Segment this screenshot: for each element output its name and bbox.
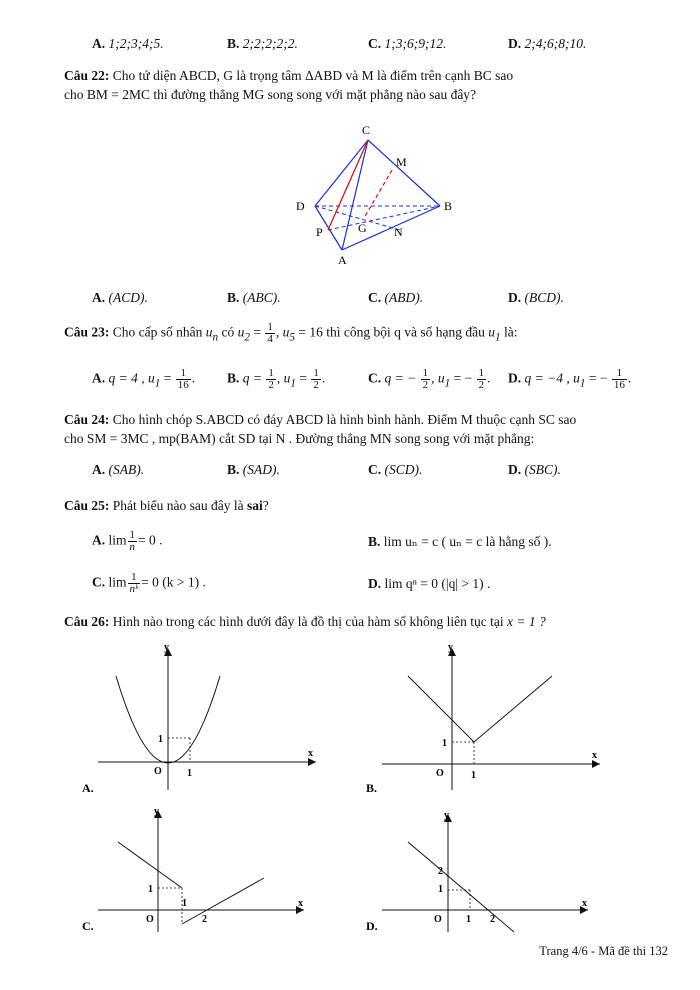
q25-label: Câu 25:: [64, 498, 110, 513]
svg-text:O: O: [436, 768, 444, 779]
svg-text:y: y: [164, 642, 169, 653]
q26-label: Câu 26:: [64, 614, 110, 629]
svg-text:A.: A.: [82, 781, 94, 795]
q23-option-b: B. q = $\frac{1}{2}$ , $u_1$ = $\frac{1}{2}$ .: [227, 367, 326, 391]
svg-text:x: x: [592, 750, 597, 761]
q24-option-a: A. (SAB).: [92, 462, 145, 477]
q24-option-c: C. (SCD).: [368, 462, 423, 477]
svg-text:2: 2: [438, 866, 443, 877]
q24-label: Câu 24:: [64, 412, 110, 427]
label-g: G: [358, 221, 367, 235]
q22-option-d: D. (BCD).: [508, 290, 564, 305]
label-m: M: [396, 155, 407, 169]
q25-option-c: C. lim $\frac{1}{\text{nᵏ}}$ = 0 (k > 1) .: [92, 571, 206, 595]
svg-text:1: 1: [466, 914, 471, 925]
q26-text: Câu 26: Hình nào trong các hình dưới đây là đồ thị của hàm số không liên tục tại x = 1 ?: [64, 614, 546, 629]
label-c: C: [362, 123, 371, 137]
svg-text:2: 2: [202, 914, 207, 925]
q25-option-a: A. lim $\frac{1}{n}$ = 0 .: [92, 529, 163, 553]
line-cp: [328, 140, 368, 230]
edge-cb: [368, 140, 440, 206]
q24-text: Câu 24: Cho hình chóp S.ABCD có đáy ABCD là hình bình hành. Điểm M thuộc cạnh SC sao cho SM = 3MC , mp(BAM) cắt SD tại N . Đường thẳng MN song song với mặt phẳng:: [64, 412, 577, 446]
q23-text: Câu 23: Cho cấp số nhân $u_n$ có $u_2$ = $\frac{1}{4}$ , $u_5 = 16$ thì công bội q và số hạng đầu $u_1$ là:: [64, 321, 518, 345]
q22-option-c: C. (ABD).: [368, 290, 424, 305]
tetrahedron-figure: [290, 118, 470, 268]
q22-line1: Cho tứ diện ABCD, G là trọng tâm ΔABD và M là điểm trên cạnh BC sao: [112, 68, 514, 83]
label-b: B: [444, 199, 453, 213]
svg-text:x: x: [308, 748, 313, 759]
q23-frac: $\frac{1}{4}$: [267, 321, 273, 345]
svg-text:1: 1: [442, 738, 447, 749]
svg-text:x: x: [582, 898, 587, 909]
q23-option-c: C. q = − $\frac{1}{2}$ , $u_1$ = − $\frac{1}{2}$ .: [368, 367, 491, 391]
q21-option-c: C. 1;3;6;9;12.: [368, 36, 447, 51]
q23-option-d: D. q = −4 , $u_1$ = − $\frac{1}{16}$ .: [508, 367, 632, 391]
label-n: N: [394, 225, 403, 239]
median-bp: [328, 206, 440, 230]
q24-option-d: D. (SBC).: [508, 462, 561, 477]
q22-option-b: B. (ABC).: [227, 290, 281, 305]
svg-text:C.: C.: [82, 919, 94, 933]
svg-text:1: 1: [182, 898, 187, 909]
q21-option-a: A. 1;2;3;4;5.: [92, 36, 164, 51]
graph-c: [78, 806, 328, 936]
label-d: D: [296, 199, 305, 213]
svg-text:O: O: [146, 914, 154, 925]
svg-text:2: 2: [490, 914, 495, 925]
page-footer: Trang 4/6 - Mã đề thi 132: [539, 944, 668, 958]
svg-text:1: 1: [187, 768, 192, 779]
q22-option-a: A. (ACD).: [92, 290, 148, 305]
graph-b: [362, 640, 612, 800]
svg-text:O: O: [154, 766, 162, 777]
svg-text:1: 1: [148, 884, 153, 895]
q25-option-b: B. lim uₙ = c ( uₙ = c là hằng số ).: [368, 534, 552, 549]
label-p: P: [316, 225, 323, 239]
svg-text:B.: B.: [366, 781, 378, 795]
svg-text:1: 1: [438, 884, 443, 895]
svg-text:D.: D.: [366, 919, 378, 933]
q22-label: Câu 22:: [64, 68, 110, 83]
graph-a: [78, 640, 328, 800]
svg-text:x: x: [298, 898, 303, 909]
line-mg: [364, 170, 392, 218]
q23-option-a: A. q = 4 , $u_1$ = $\frac{1}{16}$ .: [92, 367, 196, 391]
q21-option-b: B. 2;2;2;2;2.: [227, 36, 298, 51]
svg-text:1: 1: [158, 734, 163, 745]
q24-option-b: B. (SAD).: [227, 462, 280, 477]
q22-line2: cho BM = 2MC thì đường thẳng MG song song với mặt phẳng nào sau đây?: [64, 87, 477, 102]
graph-d: [362, 806, 612, 936]
q23-label: Câu 23:: [64, 324, 110, 340]
svg-text:O: O: [434, 914, 442, 925]
svg-text:y: y: [444, 810, 449, 821]
svg-text:y: y: [154, 806, 159, 817]
q25-text: Câu 25: Phát biểu nào sau đây là sai?: [64, 498, 269, 513]
label-a: A: [338, 253, 347, 267]
edge-ab: [342, 206, 440, 250]
svg-text:y: y: [448, 642, 453, 653]
q21-option-d: D. 2;4;6;8;10.: [508, 36, 587, 51]
svg-text:1: 1: [471, 770, 476, 781]
q25-option-d: D. lim qⁿ = 0 (|q| > 1) .: [368, 576, 491, 591]
q22-text: [64, 66, 674, 104]
